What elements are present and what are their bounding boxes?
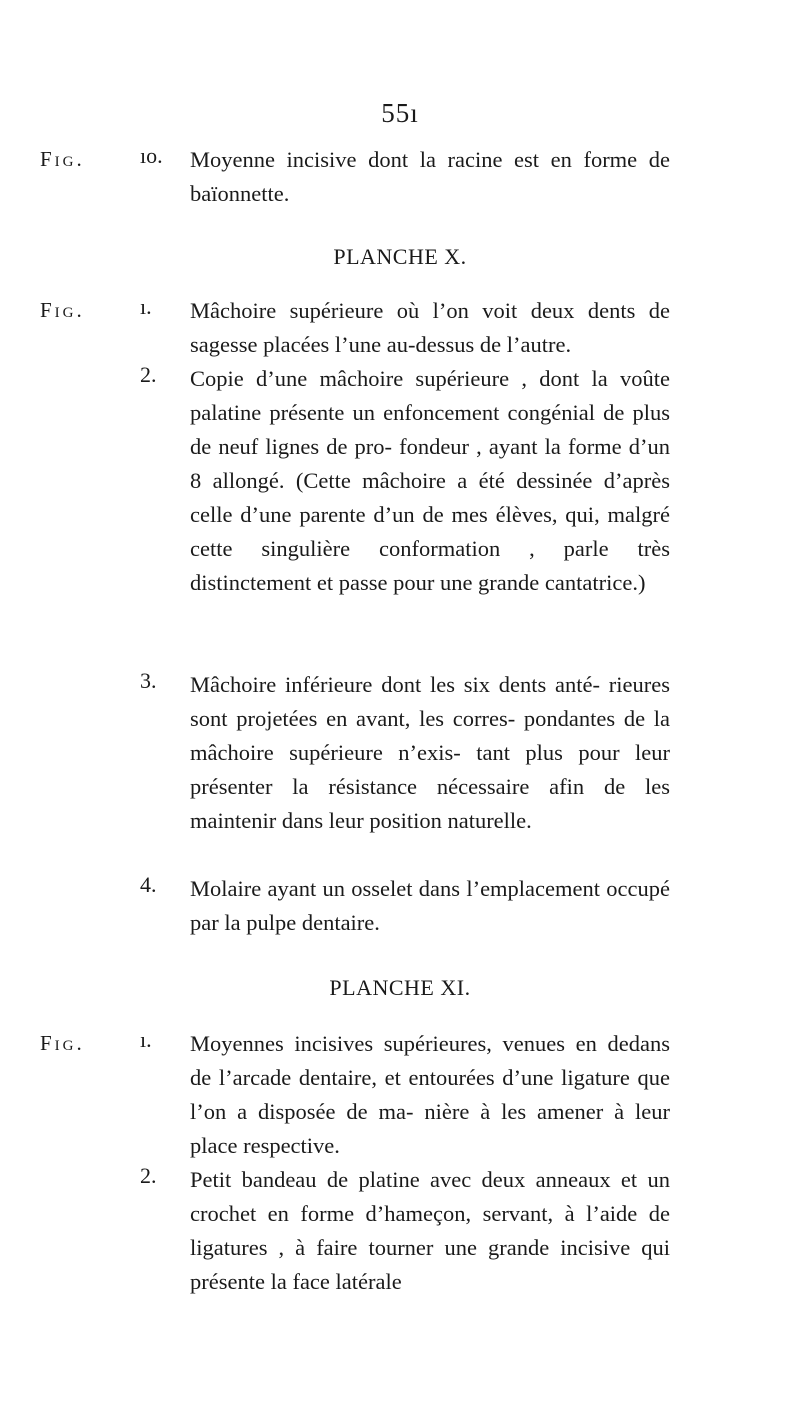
figure-entry [140, 294, 670, 362]
fig-label: Fig. [40, 298, 85, 322]
figure-number: 3. [140, 668, 157, 693]
figure-description: Moyennes incisives supérieures, venues en dedans de l’arcade dentaire, et entourées d’une ligature que l’on a disposée de ma- nière à les amener à leur place respective. [190, 1031, 670, 1158]
figure-entry [140, 1163, 670, 1299]
figure-entry [140, 668, 670, 838]
figure-description: Molaire ayant un osselet dans l’emplacement occupé par la pulpe dentaire. [190, 876, 670, 935]
figure-number: 2. [140, 1163, 157, 1188]
figure-number: 2. [140, 362, 157, 387]
figure-description: Petit bandeau de platine avec deux anneaux et un crochet en forme d’hameçon, servant, à l’aide de ligatures , à faire tourner une grande incisive qui présente la face latérale [190, 1167, 670, 1294]
figure-entry [140, 143, 670, 211]
figure-entry [140, 362, 670, 600]
figure-number: ı. [140, 1027, 152, 1052]
figure-number: 4. [140, 872, 157, 897]
figure-description: Mâchoire supérieure où l’on voit deux dents de sagesse placées l’une au-dessus de l’autre. [190, 298, 670, 357]
plate-heading: PLANCHE XI. [329, 975, 471, 1000]
plate-heading: PLANCHE X. [333, 244, 467, 269]
figure-description: Moyenne incisive dont la racine est en forme de baïonnette. [190, 147, 670, 206]
fig-label: Fig. [40, 1031, 85, 1055]
figure-entry [140, 872, 670, 940]
page-number: 55ı [381, 98, 419, 128]
figure-number: ıo. [140, 143, 163, 168]
figure-description: Copie d’une mâchoire supérieure , dont la voûte palatine présente un enfoncement congénial de plus de neuf lignes de pro- fondeur , ayant la forme d’un 8 allongé. (Cette mâchoire a été dessinée d’après celle d’une parente d’un de mes élèves, qui, malgré cette singulière conformation , parle très distinctement et passe pour une grande cantatrice.) [190, 366, 670, 595]
figure-number: ı. [140, 294, 152, 319]
fig-label: Fig. [40, 147, 85, 171]
figure-description: Mâchoire inférieure dont les six dents anté- rieures sont projetées en avant, les corres- pondantes de la mâchoire supérieure n’exis- tant plus pour leur présenter la résistance nécessaire afin de les maintenir dans leur position naturelle. [190, 672, 670, 833]
figure-entry [140, 1027, 670, 1163]
